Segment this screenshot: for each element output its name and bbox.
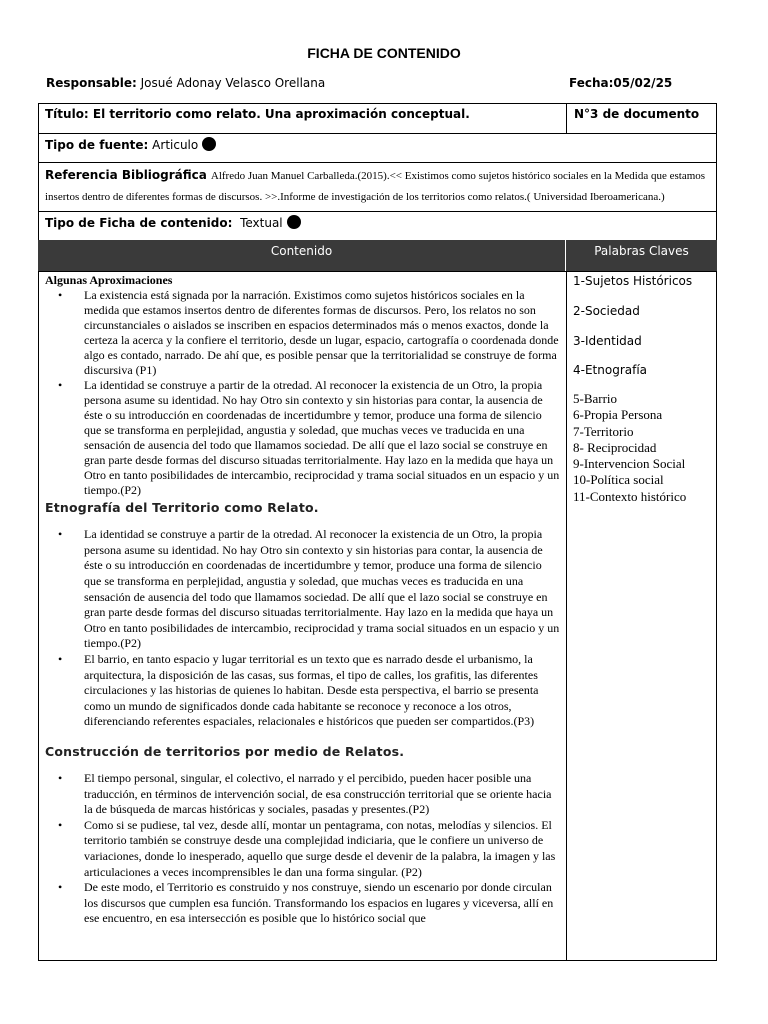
column-header-contenido: Contenido	[38, 240, 566, 271]
section-heading-aproximaciones: Algunas Aproximaciones	[45, 273, 173, 287]
column-header-palabras-claves: Palabras Claves	[594, 244, 689, 258]
referencia-value: Alfredo Juan Manuel Carballeda.(2015).<< Existimos como sujetos histórico sociales en la Medida que estamos insertos dentro de diferentes formas de discursos. >>.Informe de investigación de los territorios como relatos.( Universidad Iberoamericana.)	[45, 170, 706, 203]
keyword-item: 6-Propia Persona	[573, 407, 663, 423]
content-column	[38, 271, 567, 961]
section-heading-etnografia: Etnografía del Territorio como Relato.	[45, 500, 319, 516]
keyword-item: 7-Territorio	[573, 423, 634, 439]
referencia-cell	[38, 162, 717, 212]
doc-number: N°3 de documento	[574, 107, 700, 121]
fecha: Fecha:05/02/25	[569, 76, 673, 90]
referencia-label: Referencia Bibliográfica	[45, 168, 207, 182]
fuente-value: Articulo	[152, 138, 199, 152]
list-item: • El tiempo personal, singular, el colectivo, el narrado y el percibido, pueden hacer posible una traducción, en términos de intervención social, de esa construcción territorial que se oriente hacia la de búsqueda de marcas históricas y sociales, pasadas y presentes.(P2)	[39, 771, 561, 818]
keyword-item: 1-Sujetos Históricos	[573, 274, 693, 288]
section-heading-construccion: Construcción de territorios por medio de Relatos.	[45, 744, 405, 760]
keyword-item: 5-Barrio	[573, 391, 618, 406]
bullet-list-construccion	[39, 771, 561, 927]
keyword-item: 11-Contexto histórico	[573, 488, 687, 504]
bullet-dot-icon	[287, 215, 301, 229]
ficha-cell	[38, 211, 717, 241]
fuente-cell	[38, 133, 717, 163]
ficha-label: Tipo de Ficha de contenido:	[45, 216, 233, 230]
document-title: FICHA DE CONTENIDO	[307, 45, 461, 61]
responsable-line	[46, 76, 325, 90]
keyword-item: 2-Sociedad	[573, 304, 640, 318]
ficha-value: Textual	[240, 216, 283, 230]
keyword-item: 8- Reciprocidad	[573, 439, 657, 455]
bullet-dot-icon	[202, 137, 216, 151]
keyword-item: 9-Intervencion Social	[573, 456, 686, 472]
keyword-item: 4-Etnografía	[573, 363, 648, 377]
list-item: • La identidad se construye a partir de la otredad. Al reconocer la existencia de un Otro, la propia persona asume su identidad. No hay Otro sin contexto y sin historias para contar, la ausencia de éste o su introducción en coordenadas de incertidumbre y temor, produce una forma de silencio que se transforma en perplejidad, angustia y soledad, que muchas veces es traducida en una sensación de ausencia del todo que llamamos sociedad. De allí que el lazo social se construye en gran parte desde formas del discurso situadas territorialmente. Hay lazo en la medida que haya un Otro en tanto posibilidades de intercambio, reciprocidad y trama social situados en un espacio y un tiempo.(P2)	[39, 527, 561, 652]
list-item: • El barrio, en tanto espacio y lugar territorial es un texto que es narrado desde el urbanismo, la arquitectura, la disposición de las casas, sus formas, el tipo de calles, los grafitis, las diferentes circulaciones y las historias de quienes lo habitan. Desde esta perspectiva, el barrio se presenta como un mundo de significados donde cada habitante se reconoce y reconoce a los otros, diferenciando referentes espaciales, relacionales e históricos que pueden ser compartidos.(P3)	[39, 652, 561, 730]
content-table-header	[38, 240, 717, 271]
responsable-value: Josué Adonay Velasco Orellana	[140, 76, 326, 90]
fuente-label: Tipo de fuente:	[45, 138, 149, 152]
titulo-value: El territorio como relato. Una aproximación conceptual.	[92, 107, 470, 121]
keyword-item: 10-Política social	[573, 472, 664, 488]
titulo-cell	[38, 103, 567, 134]
titulo-label: Título:	[45, 107, 89, 121]
responsable-label: Responsable:	[46, 76, 137, 90]
keyword-item: 3-Identidad	[573, 334, 642, 348]
list-item: • Como si se pudiese, tal vez, desde allí, montar un pentagrama, con notas, melodías y silencios. El territorio también se construye desde una complejidad indiciaria, que le confiere un universo de variaciones, donde lo inesperado, aquello que surge desde el devenir de la palabra, la imagen y las articulaciones a veces incomprensibles le dan una forma singular. (P2)	[39, 818, 561, 880]
keywords-column	[566, 271, 717, 961]
list-item: • De este modo, el Territorio es construido y nos construye, siendo un escenario por donde circulan los discursos que cumplen esa función. Transformando los espacios en lugares y viceversa, allí en ese encuentro, en esa intersección es posible que lo histórico social que	[39, 880, 561, 927]
doc-number-cell	[566, 103, 717, 134]
bullet-list-aproximaciones	[39, 288, 561, 498]
bullet-list-etnografia	[39, 527, 561, 730]
list-item: • La identidad se construye a partir de la otredad. Al reconocer la existencia de un Otro, la propia persona asume su identidad. No hay Otro sin contexto y sin historias para contar, la ausencia de éste o su introducción en coordenadas de incertidumbre y temor, produce una forma de silencio que se transforma en perplejidad, angustia y soledad, que muchas veces ve traducida en una sensación de ausencia del todo que llamamos sociedad. De allí que el lazo social se construye en gran parte desde formas del discurso situadas territorialmente. Hay lazo en la medida que haya un Otro en tanto posibilidades de intercambio, reciprocidad y trama social situados en un espacio y un tiempo.(P2)	[39, 378, 561, 498]
list-item: • La existencia está signada por la narración. Existimos como sujetos históricos sociales en la medida que estamos insertos dentro de diferentes formas de discursos. Pero, los relatos no son circunstanciales o aislados se inscriben en espacios determinados más o menos exactos, donde la certeza la acerca y la confiere el territorio, desde un lugar, espacio, cartografía o coordenada donde algo es contado, narrado. De ahí que, es posible pensar que la territorialidad se construye de forma discursiva (P1)	[39, 288, 561, 378]
